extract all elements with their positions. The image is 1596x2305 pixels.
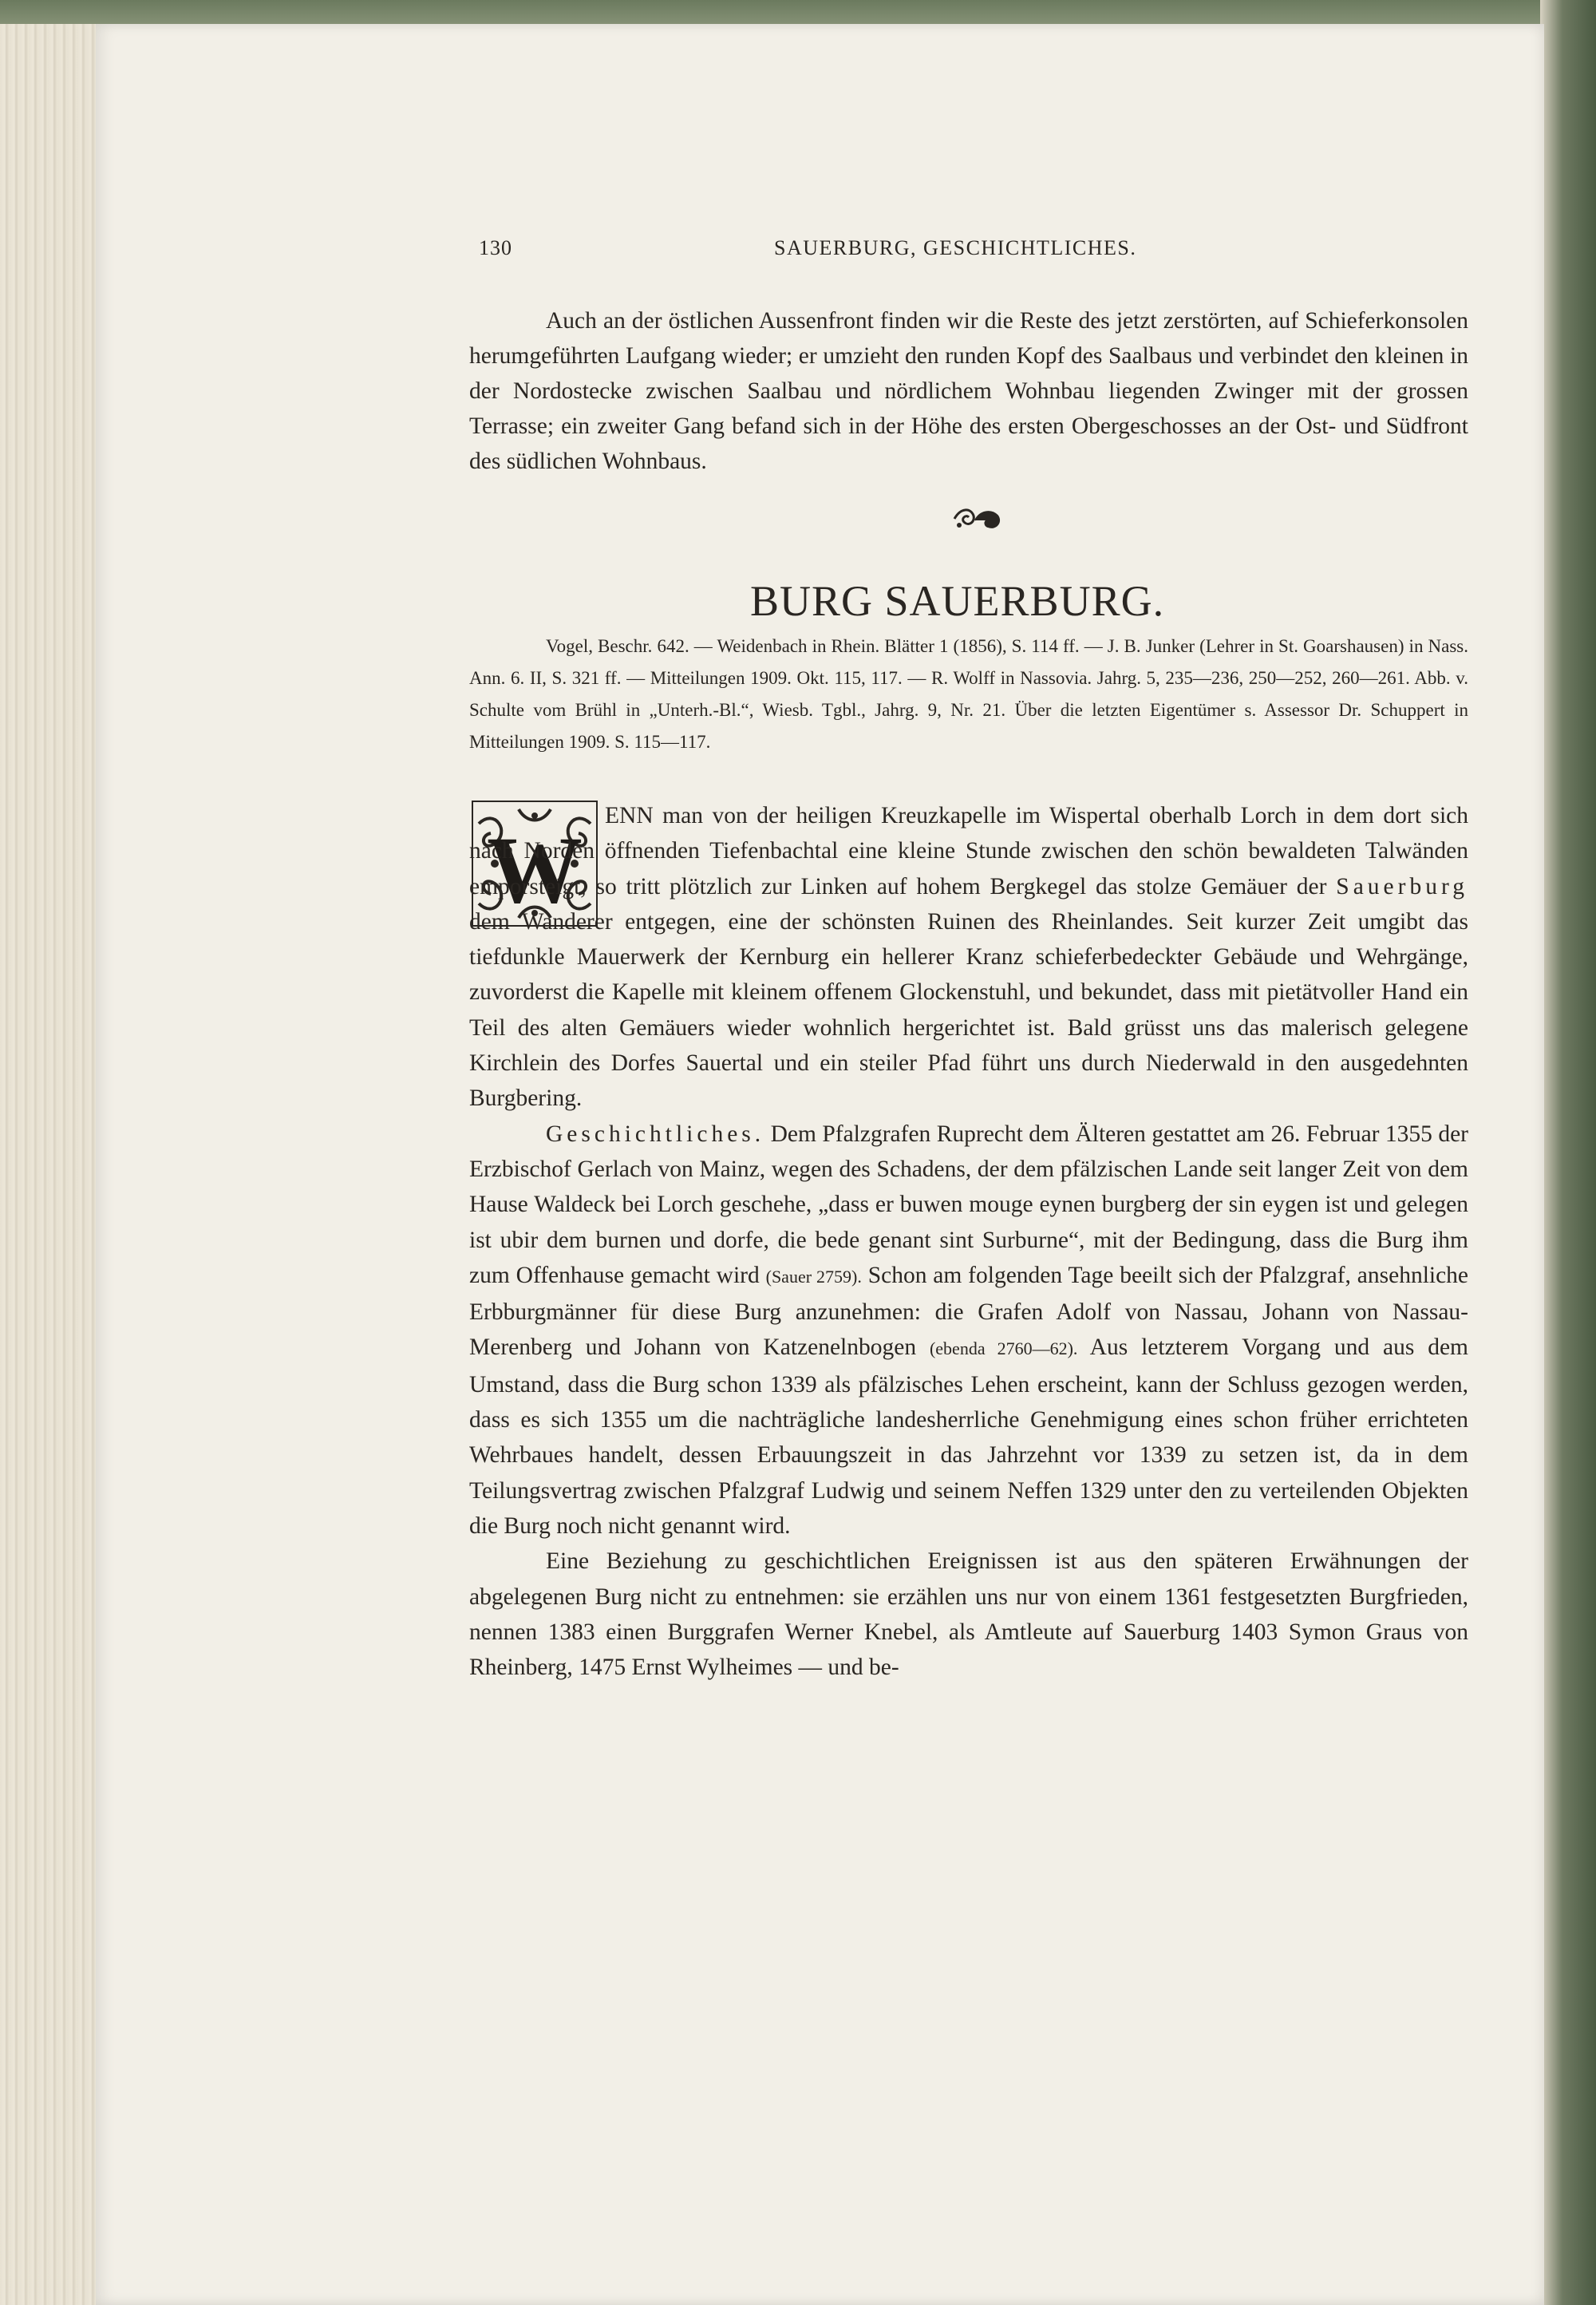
- book-page-stack-left: [0, 24, 104, 2305]
- history-citation-a: (Sauer 2759).: [765, 1266, 862, 1287]
- page-number: 130: [479, 236, 512, 259]
- history-paragraph: [469, 1117, 1468, 1544]
- main-paragraph-rest: dem Wanderer entgegen, eine der schönsten Ruinen des Rheinlandes. Seit kurzer Zeit umgibt das tiefdunkle Mauerwerk der Kernburg ein hellerer Kranz schieferbedeckter Gebäude und Wehrgänge, zuvorderst die Kapelle mit kleinem offenem Glockenstuhl, und bekundet, dass mit pietätvoller Hand ein Teil des alten Gemäuers wieder wohnlich hergerichtet ist. Bald grüsst uns das malerisch gelegene Kirchlein des Dorfes Sauertal und ein steiler Pfad führt uns durch Niederwald in den ausgedehnten Burgbering.: [469, 908, 1468, 1112]
- history-text-a: Dem Pfalzgrafen Ruprecht dem Älteren gestattet am 26. Februar 1355 der Erzbischof Gerlach von Mainz, wegen des Schadens, der dem pfälzischen Lande seit langer Zeit von dem Hause Waldeck bei Lorch geschehe, „dass er buwen mouge eynen burgberg der sin eygen ist und gelegen ist ubir dem burnen und dorfe, die bede genant sint Surburne“, mit der Bedingung, dass die Burg ihm zum Offenhause gemacht wird: [469, 1121, 1468, 1288]
- main-paragraph-lead: ENN man von der heiligen Kreuzkapelle im Wispertal oberhalb Lorch in dem dort sich nach Norden öffnenden Tiefenbachtal eine kleine Stunde zwischen den schön bewaldeten Talwänden emporsteigt, so tritt plötzlich zur Linken auf hohem Bergkegel das stolze Gemäuer der: [469, 803, 1468, 899]
- running-header: [479, 236, 1468, 268]
- running-head-title: SAUERBURG, GESCHICHTLICHES.: [774, 236, 1137, 259]
- sauerburg-emphasis: Sauerburg: [1336, 873, 1469, 899]
- history-citation-b: (ebenda 2760—62).: [929, 1338, 1078, 1359]
- history-heading: Geschichtliches.: [546, 1121, 765, 1147]
- main-paragraph: [469, 798, 1468, 1117]
- intro-paragraph-text: Auch an der östlichen Aussenfront finden wir die Reste des jetzt zerstörten, auf Schieferkonsolen herumgeführten Laufgang wieder; er umzieht den runden Kopf des Saalbaus und verbindet den kleinen in der Nordostecke zwischen Saalbau und nördlichem Wohnbau liegenden Zwinger mit der grossen Terrasse; ein zweiter Gang befand sich in der Höhe des ersten Obergeschosses an der Ost- und Südfront des südlichen Wohnbaus.: [469, 308, 1468, 474]
- section-title: BURG SAUERBURG.: [750, 577, 1165, 625]
- history-text-c: Aus letzterem Vorgang und aus dem Umstand, dass die Burg schon 1339 als pfälzisches Lehen erscheint, kann der Schluss gezogen werden, dass es sich 1355 um die nachträgliche landesherrliche Genehmigung eines schon früher errichteten Wehrbaues handelt, dessen Erbauungszeit in das Jahrzehnt vor 1339 zu setzen ist, da in dem Teilungsvertrag zwischen Pfalzgraf Ludwig und seinem Neffen 1329 unter den zu verteilenden Objekten die Burg noch nicht genannt wird.: [469, 1334, 1469, 1539]
- last-paragraph: Eine Beziehung zu geschichtlichen Ereignissen ist aus den späteren Erwähnungen der abgelegenen Burg nicht zu entnehmen: sie erzählen uns nur von einem 1361 festgesetzten Burgfrieden, nennen 1383 einen Burggrafen Werner Knebel, als Amtleute auf Sauerburg 1403 Symon Graus von Rheinberg, 1475 Ernst Wylheimes — und be-: [469, 1548, 1468, 1681]
- references-block: [469, 631, 1468, 758]
- fleuron-ornament-icon: [950, 503, 1005, 535]
- history-text-b: Schon am folgenden Tage beeilt sich der Pfalzgraf, ansehnliche Erbburgmänner für diese Burg anzunehmen: die Grafen Adolf von Nassau, Johann von Nassau-Merenberg und Johann von Katzenelnbogen: [469, 1262, 1469, 1361]
- dropcap-letter: W: [487, 816, 583, 923]
- main-text: [469, 798, 1468, 1685]
- intro-paragraph: [469, 303, 1468, 479]
- book-cover-edge-right: [1540, 0, 1596, 2305]
- references-text: Vogel, Beschr. 642. — Weidenbach in Rhein. Blätter 1 (1856), S. 114 ff. — J. B. Junker (Lehrer in St. Goarshausen) in Nass. Ann. 6. II, S. 321 ff. — Mitteilungen 1909. Okt. 115, 117. — R. Wolff in Nassovia. Jahrg. 5, 235—236, 250—252, 260—261. Abb. v. Schulte vom Brühl in „Unterh.-Bl.“, Wiesb. Tgbl., Jahrg. 9, Nr. 21. Über die letzten Eigentümer s. Assessor Dr. Schuppert in Mitteilungen 1909. S. 115—117.: [469, 636, 1468, 752]
